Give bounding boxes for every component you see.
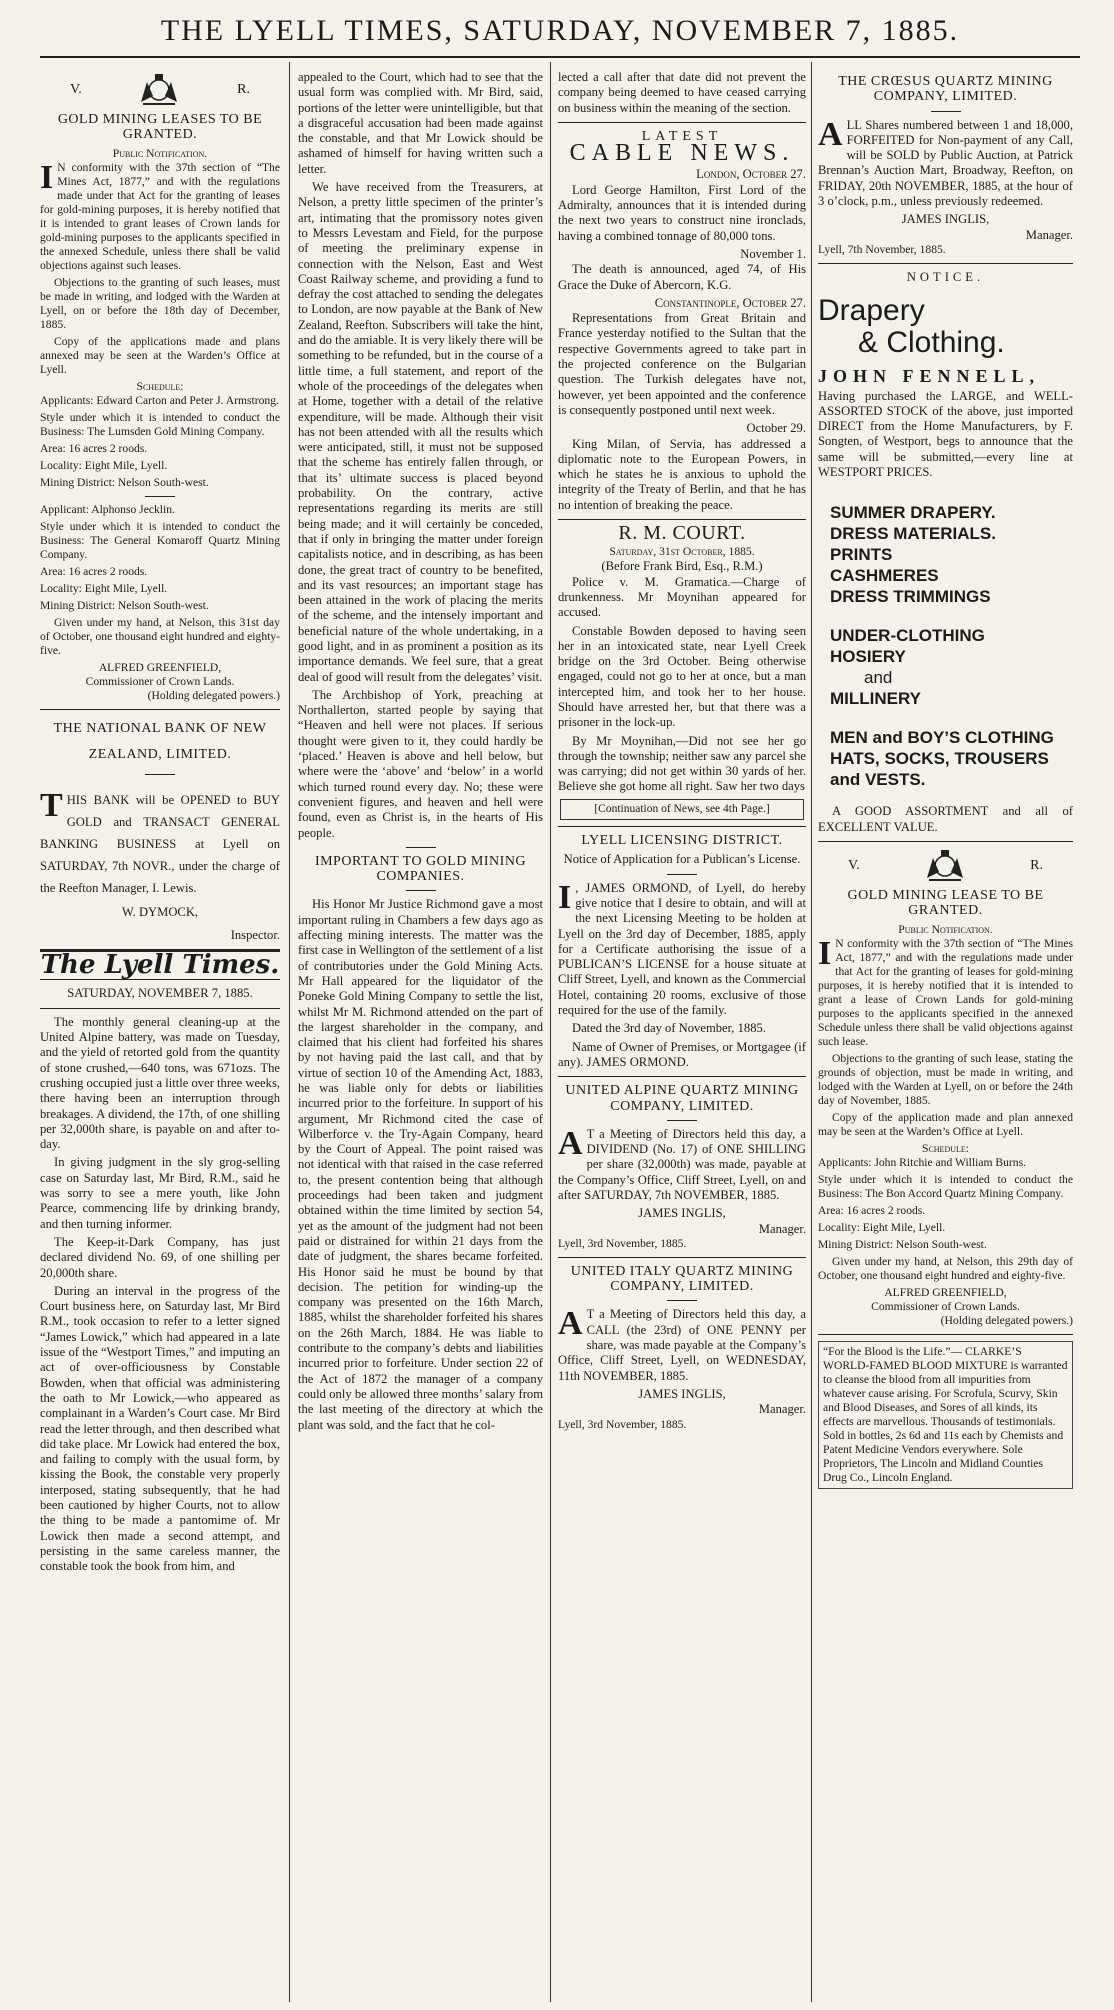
schedule-line: Locality: Eight Mile, Lyell.: [818, 1220, 946, 1234]
schedule-line: Applicants: Edward Carton and Peter J. Armstrong.: [40, 393, 279, 407]
alpine-signer: JAMES INGLIS,: [638, 1206, 726, 1221]
article-paragraph: The monthly general cleaning-up at the United Alpine battery, was made on Tuesday, and the yield of retorted gold from the quantity of stone crushed,—640 tons, was 671ozs. The crushing occupied just a little over three weeks, there having been an interruption through breakages. A dividend, the 17th, of one shilling per 32,000th share, is payable on and after to-day.: [40, 1014, 280, 1152]
ad-line: DRESS TRIMMINGS: [830, 587, 991, 607]
given-under-hand: Given under my hand, at Nelson, this 31st day of October, one thousand eight hundred and eighty-five.: [40, 615, 280, 657]
dateline: London, October 27.: [696, 167, 806, 182]
court-paragraph: By Mr Moynihan,—Did not see her go through the township; neither saw any parcel she was carrying; did not get within 30 yards of her. Believe she got home all right. Saw her two days: [558, 733, 806, 794]
signer-title: Commissioner of Crown Lands.: [85, 674, 235, 688]
signer: ALFRED GREENFIELD,: [884, 1285, 1007, 1299]
ad-line: SUMMER DRAPERY.: [830, 503, 996, 523]
italy-title: UNITED ITALY QUARTZ MINING COMPANY, LIMITED.: [570, 1263, 794, 1295]
ad-line: CASHMERES: [830, 566, 939, 586]
schedule-line: Mining District: Nelson South-west.: [818, 1237, 987, 1251]
schedule-line: Mining District: Nelson South-west.: [40, 598, 209, 612]
article-paragraph: lected a call after that date did not prevent the company being deemed to have ceased carrying on business within the meaning of the section.: [558, 70, 806, 115]
schedule-line: Mining District: Nelson South-west.: [40, 475, 209, 489]
alpine-text: A T a Meeting of Directors held this day, a DIVIDEND (No. 17) of ONE SHILLING per share (32,000th) was made, payable at the Company’s Office, Cliff Street, Lyell, on and after SATURDAY, 7th NOVEMBER, 1885.: [558, 1124, 806, 1202]
court-before: (Before Frank Bird, Esq., R.M.): [601, 559, 763, 574]
column-2: [298, 70, 543, 2000]
news-item: Representations from Great Britain and France yesterday notified to the Sultan that the respective Governments agreed to take part in the projected conference on the Bulgarian question. The Turkish delegates have not, however, yet been appointed and the conference is consequently postponed until next week.: [558, 311, 806, 417]
ad-line: and: [864, 668, 893, 688]
licensing-sub: Notice of Application for a Publican’s License.: [563, 852, 801, 867]
notice: NOTICE.: [906, 269, 985, 284]
paper-date: SATURDAY, NOVEMBER 7, 1885.: [67, 986, 253, 1001]
lease-copy: Copy of the applications made and plans annexed may be seen at the Warden’s Office at Lyell.: [40, 334, 280, 376]
lease-objections: Objections to the granting of such lease, stating the grounds of objection, must be made in writing, and lodged with the Warden at Lyell, on or before the 24th day of November, 1885.: [818, 1051, 1073, 1107]
italy-text: A T a Meeting of Directors held this day, a CALL (the 23rd) of ONE PENNY per share, was made payable at the Company’s Office, Cliff Street, Lyell, on WEDNESDAY, 11th NOVEMBER, 1885.: [558, 1305, 806, 1383]
blood-mixture-ad: “For the Blood is the Life.”— CLARKE’S WORLD-FAMED BLOOD MIXTURE is warranted to cleanse the blood from all impurities from whatever cause arising. For Scrofula, Scurvy, Skin and Blood Diseases, and Sores of all kinds, its effects are marvellous. Thousands of testimonials. Sold in bottles, 2s 6d and 11s each by Chemists and Patent Medicine Vendors everywhere. Sole Proprietors, The Lincoln and Midland Counties Drug Co., Lincoln England.: [818, 1341, 1073, 1489]
schedule-line: Style under which it is intended to conduct the Business: The General Komaroff Quartz Mining Company.: [40, 519, 280, 561]
article-paragraph: appealed to the Court, which had to see that the usual form was complied with. Mr Bird, said, portions of the letter were unintelligible, but that a disgraceful accusation had been made against the constable, and that Mr Lowick should be ashamed of himself for having written such a letter.: [298, 70, 543, 176]
royal-crest: V. R.: [848, 848, 1043, 884]
news-item: The death is announced, aged 74, of His Grace the Duke of Abercorn, K.G.: [558, 262, 806, 292]
court-date: Saturday, 31st October, 1885.: [609, 545, 755, 559]
italy-date: Lyell, 3rd November, 1885.: [558, 1417, 687, 1431]
licensing-owner: Name of Owner of Premises, or Mortgagee (if any). JAMES ORMOND.: [558, 1039, 806, 1069]
signer-note: (Holding delegated powers.): [940, 1313, 1073, 1327]
schedule-line: Area: 16 acres 2 roods.: [40, 564, 148, 578]
ad-line: MEN and BOY’S CLOTHING: [830, 728, 1054, 748]
royal-crest: V. R.: [70, 72, 250, 108]
news-item: Lord George Hamilton, First Lord of the Admiralty, announces that it is intended during the next two years to construct nine ironclads, having a combined tonnage of 80,000 tons.: [558, 182, 806, 243]
lease-objections: Objections to the granting of such leases, must be made in writing, and lodged with the Warden at Lyell, on or before the 18th day of December, 1885.: [40, 275, 280, 331]
clothing-heading: & Clothing.: [858, 326, 1005, 360]
important-title: IMPORTANT TO GOLD MINING COMPANIES.: [314, 853, 527, 885]
croesus-signer: JAMES INGLIS,: [901, 212, 990, 227]
schedule-line: Style under which it is intended to conduct the Business: The Lumsden Gold Mining Company.: [40, 410, 280, 438]
article-paragraph: During an interval in the progress of the Court business here, on Saturday last, Mr Bird R.M., took occasion to refer to a letter signed “James Lowick,” which had appeared in a late issue of the “Westport Times,” and imputing an act of over-officiousness by Constable Bowden, when that official was administering the oath to Mr Lowick,—who appeared as complainant in a Warden’s Court case. Mr Bird read the letter through, and then described what did take place. Mr Lowick had entered the box, and failing to comply with the usual form, by kissing the Book, the constable very properly interposed, stating subsequently, that he had been cautioned by higher Courts, not to allow the thing to be made a pantomime of. Mr Lowick then made a second attempt, and persisting in the same careless manner, the constable took the book from him, and: [40, 1283, 280, 1574]
lease-copy: Copy of the application made and plan annexed may be seen at the Warden’s Office at Lyell.: [818, 1110, 1073, 1138]
ad-line: UNDER-CLOTHING: [830, 626, 985, 646]
licensing-title: LYELL LICENSING DISTRICT.: [581, 833, 783, 849]
signer: ALFRED GREENFIELD,: [98, 660, 222, 674]
public-notification: Public Notification.: [112, 146, 208, 160]
lease-text: I N conformity with the 37th section of “The Mines Act, 1877,” and with the regulations made under that Act for the granting of leases for gold-mining purposes, it is hereby notified that it is intended to grant a lease of Crown Lands for gold-mining purposes to the applicants specified in the annexed Schedule unless there shall be valid objections against such lease.: [818, 934, 1073, 1048]
column-1: [40, 70, 280, 2000]
column-rule: [811, 62, 812, 2002]
lease-title: GOLD MINING LEASE TO BE GRANTED.: [847, 887, 1044, 919]
bank-signer: W. DYMOCK,: [121, 904, 199, 919]
lease-title: GOLD MINING LEASES TO BE GRANTED.: [57, 112, 263, 143]
schedule-line: Applicants: John Ritchie and William Burns.: [818, 1155, 1026, 1169]
masthead: THE LYELL TIMES, SATURDAY, NOVEMBER 7, 1885.: [40, 14, 1080, 58]
schedule-line: Style under which it is intended to conduct the Business: The Bon Accord Quartz Mining Company.: [818, 1172, 1073, 1200]
public-notification: Public Notification.: [898, 922, 993, 936]
article-paragraph: The Keep-it-Dark Company, has just declared dividend No. 69, of one shilling per 20,000th share.: [40, 1234, 280, 1280]
licensing-text: I , JAMES ORMOND, of Lyell, do hereby give notice that I desire to obtain, and will at the next Licensing Meeting to be holden at Lyell on the 3rd day of December, 1885, apply for a Certificate authorising the issue of a PUBLICAN’S LICENSE for a house situate at Cliff Street, Lyell, and known as the Commercial Hotel, containing 20 rooms, exclusive of those required for the use of the family.: [558, 878, 806, 1018]
ad-line: DRESS MATERIALS.: [830, 524, 996, 544]
continuation-note: [Continuation of News, see 4th Page.]: [560, 799, 804, 820]
drapery-heading: Drapery: [818, 294, 925, 328]
croesus-title: THE CRŒSUS QUARTZ MINING COMPANY, LIMITED.: [838, 74, 1053, 105]
alpine-title: UNITED ALPINE QUARTZ MINING COMPANY, LIMITED.: [565, 1083, 799, 1114]
cable-latest: LATEST: [641, 128, 723, 144]
ad-line: HATS, SOCKS, TROUSERS and VESTS.: [830, 749, 1049, 790]
schedule-line: Area: 16 acres 2 roods.: [40, 441, 148, 455]
court-title: R. M. COURT.: [618, 522, 746, 545]
column-rule: [550, 62, 551, 2002]
italy-signer: JAMES INGLIS,: [638, 1386, 726, 1401]
alpine-signer-title: Manager.: [758, 1221, 806, 1236]
croesus-text: ALL Shares numbered between 1 and 18,000, FORFEITED for Non-payment of any Call, will be SOLD by Public Auction, at Patrick Brennan’s Auction Mart, Broadway, Reefton, on FRIDAY, 20th NOVEMBER, 1885, at the hour of 3 o’clock, p.m., unless previously redeemed.: [818, 115, 1073, 209]
column-4: [818, 70, 1073, 2000]
croesus-date: Lyell, 7th November, 1885.: [818, 242, 946, 256]
cable-news-title: CABLE NEWS.: [569, 140, 795, 167]
given-under-hand: Given under my hand, at Nelson, this 29th day of October, one thousand eight hundred and eighty-five.: [818, 1254, 1073, 1282]
dateline: October 29.: [746, 421, 806, 436]
signer-note: (Holding delegated powers.): [147, 688, 280, 702]
article-paragraph: His Honor Mr Justice Richmond gave a most important ruling in Chambers a few days ago as affecting mining interests. The matter was the first case in Wellington of the settlement of a list of contributories under the Gold Mining Acts. Mr Hall appeared for the liquidator of the Poneke Gold Mining Company to settle the list, whilst Mr M. Richmond attended on the part of the largest shareholder in the company, and claimed that his client had forfeited his shares by not having paid the last call, and that by virtue of section 10 of the Amending Act, 1883, he was liable only for debts or liabilities incurred prior to the forfeiture. In support of his argument, Mr Richmond cited the case of Wilberforce v. the Try-Again Company, heard by the Court of Appeal. The point raised was not identical with that raised in the case referred to, the present contention being that although proceedings had been taken and judgment obtained within the time limited by section 54, yet as the amount of the judgment had not been paid or distrained for within 21 days from the date of judgment, the shares became forfeited. His Honor said he must be bound by that decision. The petition for winding-up the company was presented on the 16th March, 1885, whilst the shareholder forfeited his shares on the 26th March, 1884. He was liable to contribute to the company’s debts and liabilities incurred prior to forfeiture. Under section 22 of the Act of 1872 the manager of a company could only be allowed three months’ salary from the last meeting of the directory at which the plant was sold, and the fact that he col-: [298, 897, 543, 1432]
lease-intro: I N conformity with the 37th section of “The Mines Act, 1877,” and with the regulations made under that Act for the granting of leases for gold-mining purposes, it is hereby notified that it is intended to grant leases of Crown lands for gold-mining purposes to the applicants specified in the annexed Schedule, unless there shall be valid objections against such leases.: [40, 158, 280, 272]
fennell-text: Having purchased the LARGE, and WELL-ASSORTED STOCK of the above, just imported DIRECT from the Home Manufacturers, by F. Songten, of Westport, begs to announce that the same will be submitted,—every line at WESTPORT PRICES.: [818, 388, 1073, 480]
court-paragraph: Constable Bowden deposed to having seen her in an intoxicated state, near Lyell Creek bridge on the 3rd October. Being otherwise engaged, could not go to her at once, but a man intercepted him, and took her to her house. Should have arrested her, but that there was a prisoner in the lock-up.: [558, 623, 806, 730]
schedule-title: Schedule:: [136, 379, 184, 393]
fennell-name: JOHN FENNELL,: [818, 366, 1041, 387]
ad-line: MILLINERY: [830, 689, 921, 709]
royal-crest-icon: [923, 848, 967, 884]
royal-crest-icon: [137, 72, 181, 108]
licensing-dated: Dated the 3rd day of November, 1885.: [572, 1021, 766, 1036]
court-paragraph: Police v. M. Gramatica.—Charge of drunkenness. Mr Moynihan appeared for accused.: [558, 574, 806, 620]
article-paragraph: We have received from the Treasurers, at Nelson, a pretty little specimen of the printer’s art, intimating that the promissory notes given to Messrs Levestam and Field, for the purpose of meeting the preliminary expense in connection with the Nelson, East and West Coast Railway scheme, and providing a fund to defray the cost attached to sending the delegates to London, are now payable at the Bank of New Zealand, Reefton. Subscribers will take the hint, and do the amiable. It is very likely there will be something to be refunded, but in the course of a little time, a full statement, and report of the whole of the proceedings of the delegates when at Home, together with a detail of the relative expenditure, will be made. Although their visit has not been attended with all the results which were anticipated, still, it must not be supposed that the scheme has entirely fallen through, or that its’ ultimate success is placed beyond probability. On the contrary, active representations regarding its merits are still being made; and it will certainly be conceded, that if only in bringing the matter under foreign capitalists notice, and in describing, as has been done, the great tract of country to be benefited, and its vast resources; an important stage has been attained in the work of placing the merits of the scheme, and the intensely important and beneficial nature of the whole undertaking, in a good light, and in as prominent a position as its importance demands. We feel sure, that a great deal of good will result from the delegates’ visit.: [298, 180, 543, 684]
ad-line: HOSIERY: [830, 647, 906, 667]
column-3: [558, 70, 806, 2000]
article-paragraph: The Archbishop of York, preaching at Northallerton, started people by saying that “Heaven and hell were not places. If serious thought were given to it, they could hardly be ‘placed.’ Heaven is above and hell below, but where were the ‘above’ and ‘below’ in a world which turned round every day. No; these were convenient figures, and heaven and hell were found, even as Christ is, in the hearts of His people.: [298, 687, 543, 840]
schedule-line: Locality: Eight Mile, Lyell.: [40, 581, 168, 595]
news-item: King Milan, of Servia, has addressed a diplomatic note to the European Powers, in which he states he is anxious to uphold the integrity of the Treaty of Berlin, and that he has no intention of breaking the peace.: [558, 436, 806, 512]
dateline: November 1.: [740, 246, 806, 261]
schedule-line: Area: 16 acres 2 roods.: [818, 1203, 926, 1217]
bank-title: THE NATIONAL BANK OF NEW ZEALAND, LIMITED.: [53, 720, 267, 762]
italy-signer-title: Manager.: [758, 1402, 806, 1417]
schedule-title: Schedule:: [922, 1141, 969, 1155]
article-paragraph: In giving judgment in the sly grog-selling case on Saturday last, Mr Bird, R.M., said he was sorry to see a mere youth, like John Pearce, commencing life by drinking brandy, and then turning informer.: [40, 1155, 280, 1231]
dateline: Constantinople, October 27.: [654, 295, 806, 310]
alpine-date: Lyell, 3rd November, 1885.: [558, 1236, 687, 1250]
schedule-line: Locality: Eight Mile, Lyell.: [40, 458, 168, 472]
schedule-line: Applicant: Alphonso Jecklin.: [40, 502, 175, 516]
signer-title: Commissioner of Crown Lands.: [871, 1299, 1020, 1313]
croesus-signer-title: Manager.: [1025, 227, 1073, 242]
bank-text: THIS BANK will be OPENED to BUY GOLD and TRANSACT GENERAL BANKING BUSINESS at Lyell on SATURDAY, 7th NOVR., under the charge of the Reefton Manager, I. Lewis.: [40, 786, 280, 895]
ad-line: PRINTS: [830, 545, 893, 565]
paper-title: The Lyell Times.: [40, 950, 280, 981]
column-rule: [289, 62, 290, 2002]
bank-signer-title: Inspector.: [230, 927, 280, 942]
assortment: A GOOD ASSORTMENT and all of EXCELLENT VALUE.: [818, 804, 1073, 834]
